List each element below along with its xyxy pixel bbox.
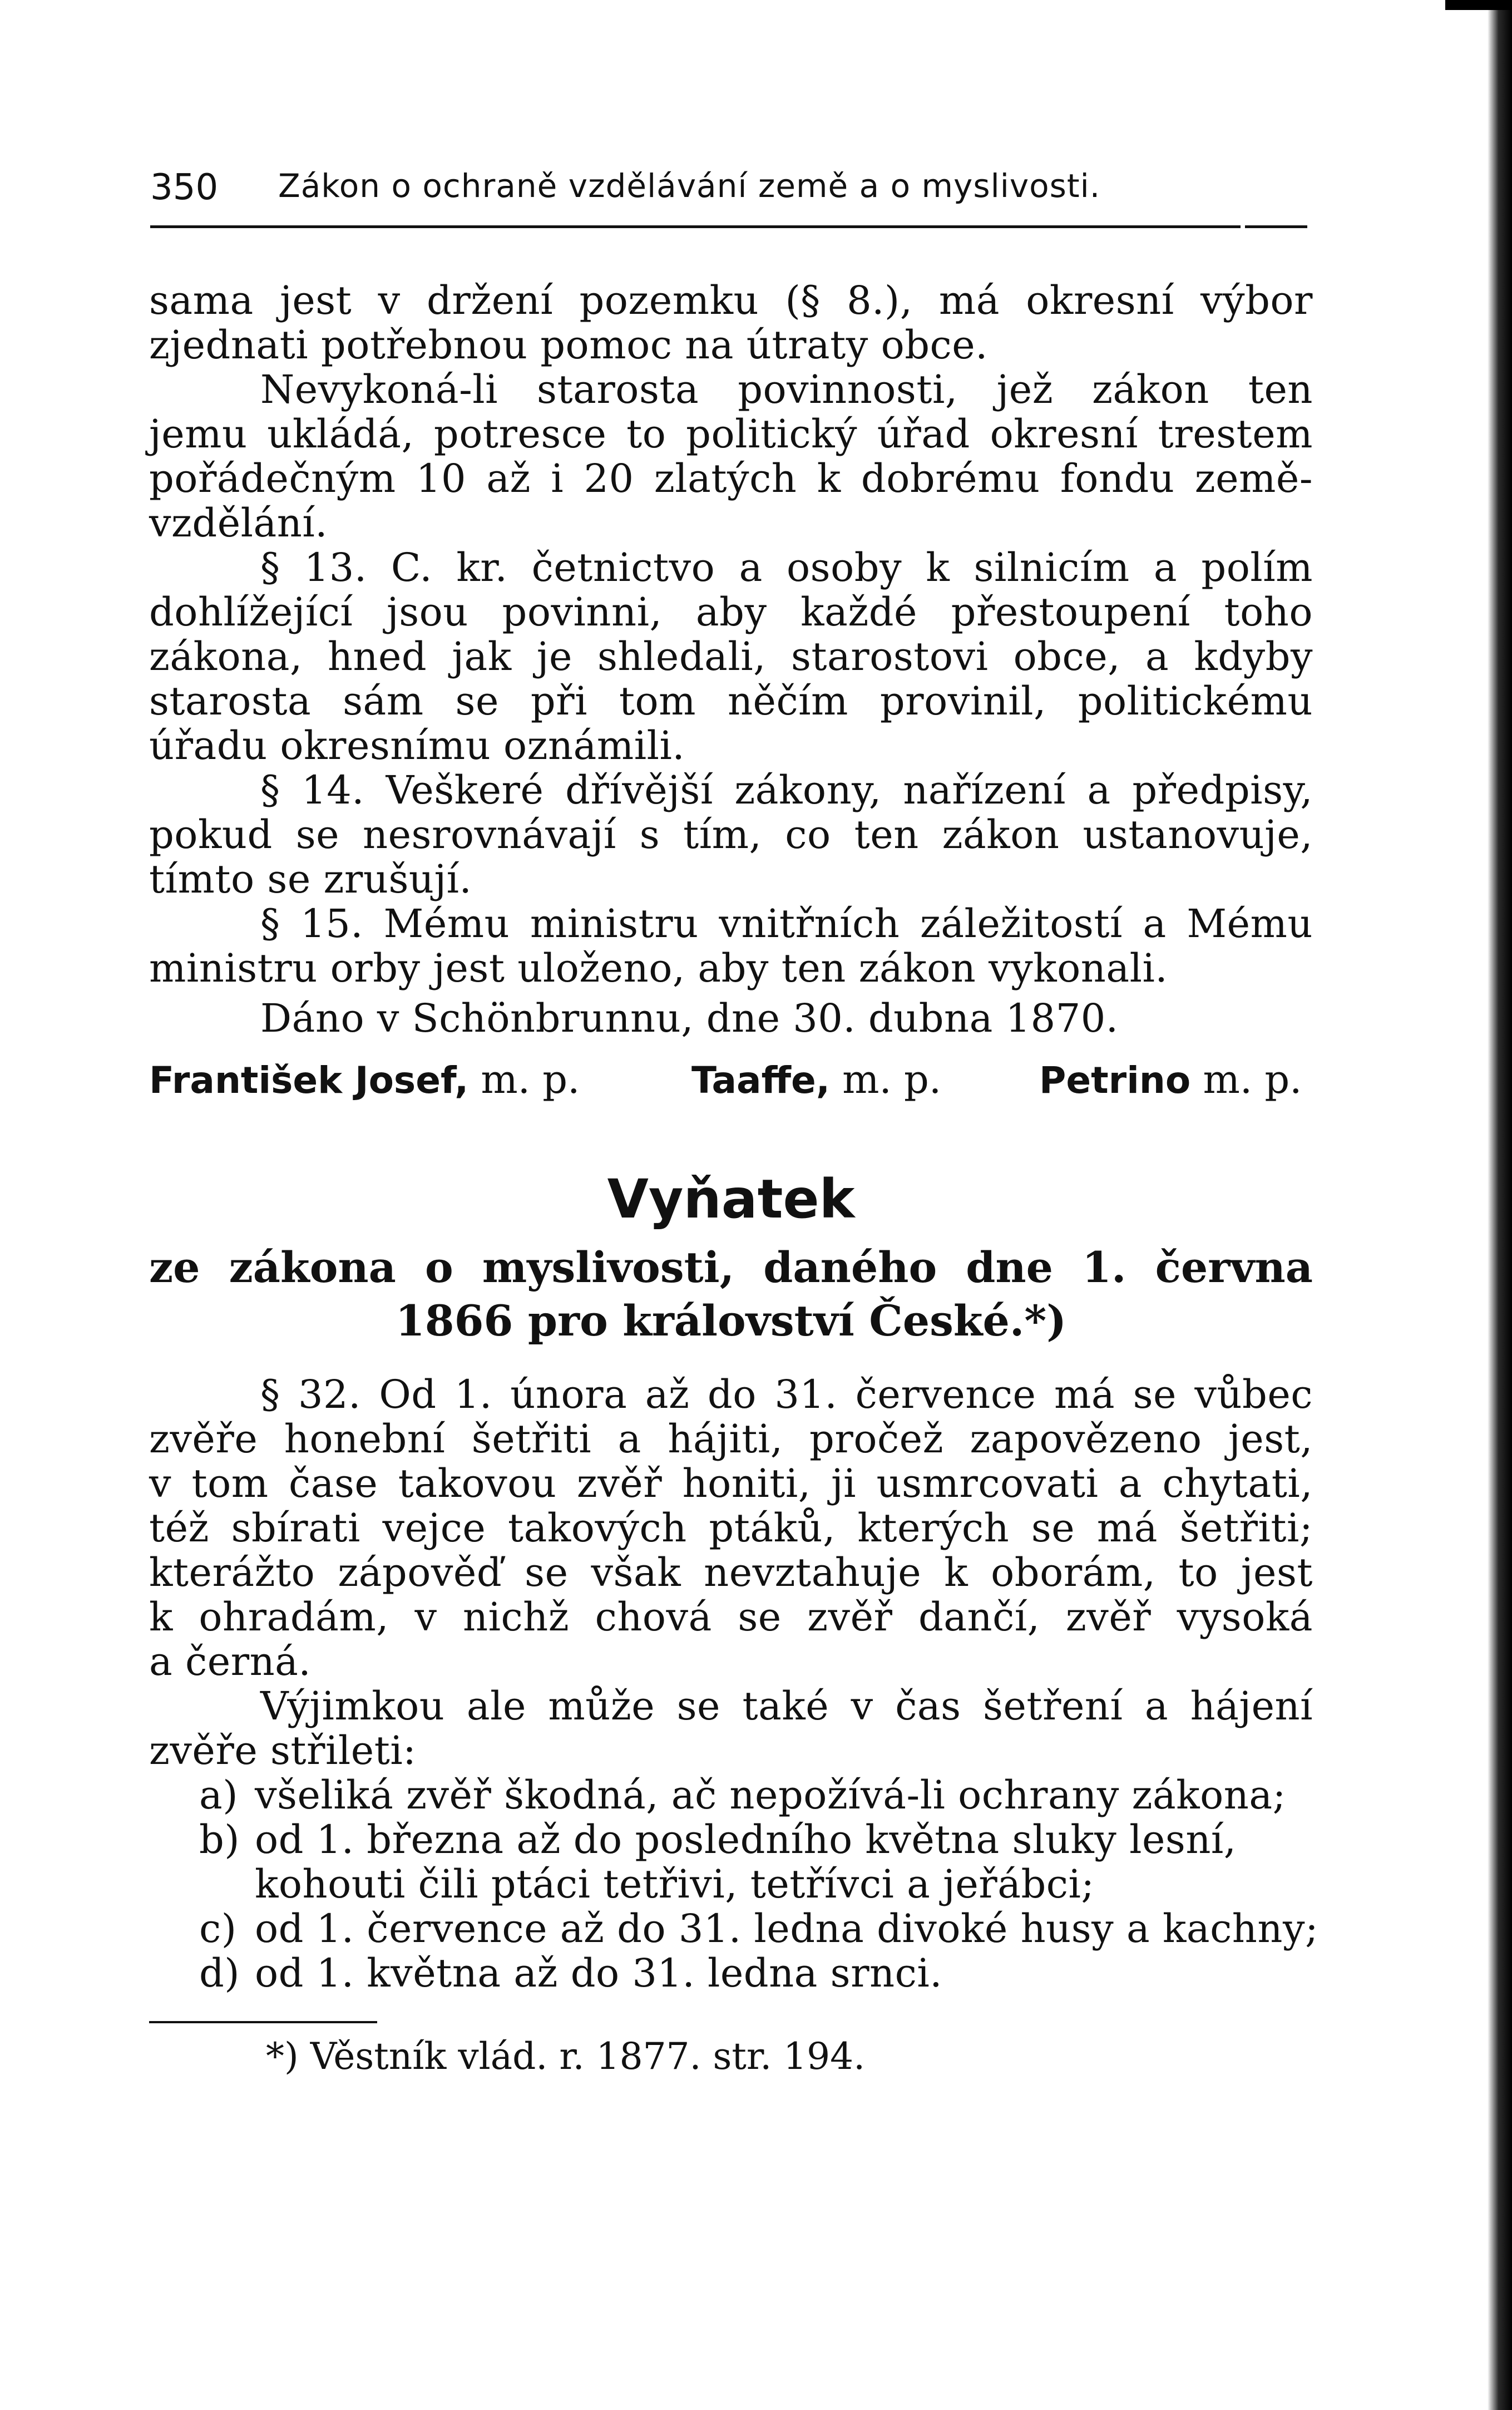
list-item-continuation: kohouti čili ptáci tetřivi, tetřívci a jeřábci; [255, 1861, 1095, 1907]
page-body [149, 278, 1319, 2079]
list-item-text: od 1. července až do 31. ledna divoké husy a kachny; [255, 1906, 1319, 1951]
text-line: § 13. C. kr. četnictvo a osoby k silnicím a polím [260, 545, 1313, 590]
signature-taaffe [691, 1057, 941, 1103]
text-line: pokud se nesrovnávají s tím, co ten zákon ustanovuje, [149, 812, 1313, 857]
signature-suffix: m. p. [829, 1057, 942, 1102]
section-title: Vyňatek [607, 1168, 855, 1230]
header-rule-tail [1245, 225, 1307, 228]
text-line: úřadu okresnímu oznámili. [149, 723, 685, 768]
dated-line: Dáno v Schönbrunnu, dne 30. dubna 1870. [260, 995, 1119, 1041]
footnote-rule [149, 2021, 377, 2023]
text-line: v tom čase takovou zvěř honiti, ji usmrcovati a chytati, [149, 1461, 1313, 1506]
signatures [149, 1057, 1313, 1107]
text-line: zákona, hned jak je shledali, starostovi obce, a kdyby [149, 634, 1313, 679]
list-item [149, 1817, 1313, 1862]
paragraph-section-15 [149, 901, 1313, 990]
text-line: vzdělání. [149, 500, 328, 546]
text-line: k ohradám, v nichž chová se zvěř dančí, zvěř vysoká [149, 1594, 1313, 1640]
page-edge-top [1445, 0, 1512, 10]
list-item [149, 1773, 1313, 1817]
list-item-label: a) [199, 1772, 239, 1818]
page-edge-shadow [1488, 0, 1512, 2410]
text-line: § 32. Od 1. února až do 31. července má se vůbec [260, 1372, 1313, 1417]
header-rule [150, 225, 1241, 228]
text-line: dohlížející jsou povinni, aby každé přestoupení toho [149, 589, 1313, 635]
text-line: ministru orby jest uloženo, aby ten zákon vykonali. [149, 945, 1168, 991]
list-item [149, 1951, 1313, 1995]
list-item-label: d) [199, 1950, 240, 1996]
text-line: § 15. Mému ministru vnitřních záležitostí a Mému [260, 901, 1313, 947]
text-line: a černá. [149, 1639, 312, 1684]
signature-suffix: m. p. [1190, 1057, 1302, 1102]
text-line: tímto se zrušují. [149, 856, 472, 902]
text-line: kterážto zápověď se však nevztahuje k oborám, to jest [149, 1550, 1313, 1595]
text-line: Nevykoná-li starosta povinnosti, jež zákon ten [260, 367, 1313, 412]
paragraph-section-13 [149, 545, 1313, 768]
section-subtitle: 1866 pro království České.*) [395, 1296, 1067, 1346]
signature-name: František Josef, [149, 1059, 469, 1102]
text-line: sama jest v držení pozemku (§ 8.), má okresní výbor [149, 278, 1313, 323]
list-item-text: všeliká zvěř škodná, ač nepožívá-li ochrany zákona; [255, 1772, 1286, 1818]
signature-name: Taaffe, [691, 1059, 830, 1102]
paragraph-starosta [149, 367, 1313, 545]
text-line: pořádečným 10 až i 20 zlatých k dobrému fondu země- [149, 456, 1313, 501]
signature-name: Petrino [1039, 1059, 1191, 1102]
list-item-label: c) [199, 1906, 237, 1951]
signature-suffix: m. p. [468, 1057, 580, 1102]
list-item-label: b) [199, 1817, 240, 1862]
paragraph-exceptions [149, 1684, 1313, 1773]
text-line: též sbírati vejce takových ptáků, kterých se má šetřiti; [149, 1505, 1313, 1551]
text-line: jemu ukládá, potresce to politický úřad okresní trestem [149, 411, 1313, 457]
text-line: zvěře střileti: [149, 1728, 417, 1773]
paragraph-section-14 [149, 768, 1313, 901]
text-line: zvěře honební šetřiti a hájiti, pročež zapovězeno jest, [149, 1416, 1313, 1462]
signature-emperor [149, 1057, 580, 1103]
exceptions-list [149, 1772, 1319, 1996]
page-header [150, 156, 1307, 211]
text-line: § 14. Veškeré dřívější zákony, nařízení a předpisy, [260, 767, 1313, 813]
text-line: zjednati potřebnou pomoc na útraty obce. [149, 322, 988, 368]
paragraph-section-32 [149, 1372, 1313, 1684]
page-number: 350 [150, 167, 219, 208]
section-subtitle: ze zákona o myslivosti, daného dne 1. června [149, 1243, 1313, 1292]
signature-petrino [1039, 1057, 1302, 1103]
list-item [149, 1906, 1319, 1951]
paragraph-continuation [149, 278, 1313, 367]
text-line: starosta sám se při tom něčím provinil, politickému [149, 678, 1313, 724]
text-line: Výjimkou ale může se také v čas šetření a hájení [260, 1683, 1313, 1729]
running-title: Zákon o ochraně vzdělávání země a o myslivosti. [278, 167, 1101, 205]
list-item-text: od 1. března až do posledního května sluky lesní, [255, 1817, 1237, 1862]
footnote: *) Věstník vlád. r. 1877. str. 194. [266, 2035, 866, 2078]
list-item-text: od 1. května až do 31. ledna srnci. [255, 1950, 942, 1996]
